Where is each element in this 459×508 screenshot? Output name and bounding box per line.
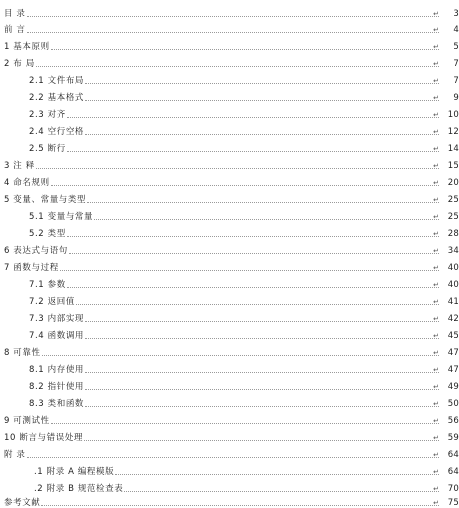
- toc-entry-section-5-2[interactable]: [0, 223, 459, 239]
- toc-entry-page: 50: [447, 399, 459, 409]
- toc-entry-title: 5.1 变量与常量: [29, 212, 94, 222]
- toc-entry-title: 2 布 局: [4, 59, 35, 69]
- toc-entry-section-7-2[interactable]: [0, 291, 459, 307]
- toc-entry-page: 41: [447, 297, 459, 307]
- toc-entry-page: 75: [447, 498, 459, 508]
- table-of-contents: [0, 3, 459, 508]
- dot-leader: [27, 16, 439, 17]
- toc-entry-chapter-4[interactable]: [0, 172, 459, 188]
- dot-leader: [85, 338, 439, 339]
- toc-entry-page: 9: [453, 93, 459, 103]
- toc-entry-section-2-1[interactable]: [0, 70, 459, 86]
- paragraph-mark-icon: ↵: [433, 298, 439, 306]
- dot-leader: [85, 406, 439, 407]
- toc-entry-title: 10 断言与错误处理: [4, 433, 84, 443]
- dot-leader: [85, 83, 439, 84]
- toc-entry-section-2-5[interactable]: [0, 138, 459, 154]
- paragraph-mark-icon: ↵: [433, 366, 439, 374]
- toc-entry-title: 8.3 类和函数: [29, 399, 85, 409]
- toc-entry-section-8-3[interactable]: [0, 393, 459, 409]
- toc-entry-chapter-6[interactable]: [0, 240, 459, 256]
- toc-entry-title: 7.2 返回值: [29, 297, 75, 307]
- toc-entry-page: 42: [447, 314, 459, 324]
- dot-leader: [94, 219, 439, 220]
- toc-entry-page: 4: [453, 25, 459, 35]
- toc-entry-title: .2 附录 B 规范检查表: [34, 484, 124, 494]
- dot-leader: [36, 66, 439, 67]
- paragraph-mark-icon: ↵: [433, 162, 439, 170]
- toc-entry-section-5-1[interactable]: [0, 206, 459, 222]
- paragraph-mark-icon: ↵: [433, 145, 439, 153]
- toc-entry-section-2-3[interactable]: [0, 104, 459, 120]
- dot-leader: [76, 304, 439, 305]
- paragraph-mark-icon: ↵: [433, 332, 439, 340]
- dot-leader: [51, 423, 439, 424]
- toc-entry-chapter-2[interactable]: [0, 53, 459, 69]
- toc-entry-title: 2.4 空行空格: [29, 127, 85, 137]
- toc-entry-section-8-2[interactable]: [0, 376, 459, 392]
- dot-leader: [67, 236, 439, 237]
- toc-entry-appendix[interactable]: [0, 444, 459, 460]
- dot-leader: [51, 185, 439, 186]
- toc-entry-section-7-3[interactable]: [0, 308, 459, 324]
- paragraph-mark-icon: ↵: [433, 434, 439, 442]
- toc-entry-chapter-1[interactable]: [0, 36, 459, 52]
- toc-entry-title: 前 言: [4, 25, 26, 35]
- toc-entry-title: 6 表达式与语句: [4, 246, 68, 256]
- toc-entry-title: 3 注 释: [4, 161, 35, 171]
- paragraph-mark-icon: ↵: [433, 230, 439, 238]
- toc-entry-title: 8 可靠性: [4, 348, 41, 358]
- dot-leader: [85, 389, 439, 390]
- paragraph-mark-icon: ↵: [433, 196, 439, 204]
- toc-entry-page: 45: [447, 331, 459, 341]
- paragraph-mark-icon: ↵: [433, 77, 439, 85]
- toc-entry-page: 5: [453, 42, 459, 52]
- toc-entry-page: 34: [447, 246, 459, 256]
- toc-entry-page: 12: [447, 127, 459, 137]
- toc-entry-page: 59: [447, 433, 459, 443]
- toc-entry-chapter-10[interactable]: [0, 427, 459, 443]
- toc-entry-chapter-3[interactable]: [0, 155, 459, 171]
- toc-entry-page: 25: [447, 195, 459, 205]
- toc-entry-chapter-9[interactable]: [0, 410, 459, 426]
- dot-leader: [85, 321, 439, 322]
- toc-entry-page: 28: [447, 229, 459, 239]
- paragraph-mark-icon: ↵: [433, 213, 439, 221]
- toc-entry-title: 8.1 内存使用: [29, 365, 85, 375]
- dot-leader: [51, 49, 439, 50]
- toc-entry-section-8-1[interactable]: [0, 359, 459, 375]
- paragraph-mark-icon: ↵: [433, 349, 439, 357]
- paragraph-mark-icon: ↵: [433, 247, 439, 255]
- dot-leader: [27, 457, 439, 458]
- toc-entry-title: 7.1 参数: [29, 280, 66, 290]
- dot-leader: [85, 372, 439, 373]
- toc-entry-page: 3: [453, 9, 459, 19]
- toc-entry-page: 10: [447, 110, 459, 120]
- toc-entry-section-7-4[interactable]: [0, 325, 459, 341]
- toc-entry-page: 7: [453, 59, 459, 69]
- paragraph-mark-icon: ↵: [433, 179, 439, 187]
- dot-leader: [42, 355, 439, 356]
- dot-leader: [67, 117, 439, 118]
- toc-entry-title: 附 录: [4, 450, 26, 460]
- paragraph-mark-icon: ↵: [433, 485, 439, 493]
- paragraph-mark-icon: ↵: [433, 499, 439, 507]
- toc-entry-page: 25: [447, 212, 459, 222]
- toc-entry-chapter-8[interactable]: [0, 342, 459, 358]
- paragraph-mark-icon: ↵: [433, 451, 439, 459]
- toc-entry-page: 20: [447, 178, 459, 188]
- dot-leader: [69, 253, 439, 254]
- toc-entry-title: 目 录: [4, 9, 26, 19]
- toc-entry-title: 8.2 指针使用: [29, 382, 85, 392]
- paragraph-mark-icon: ↵: [433, 400, 439, 408]
- toc-entry-section-7-1[interactable]: [0, 274, 459, 290]
- toc-entry-contents[interactable]: [0, 3, 459, 19]
- toc-entry-title: 2.2 基本格式: [29, 93, 85, 103]
- toc-entry-section-2-2[interactable]: [0, 87, 459, 103]
- dot-leader: [85, 100, 439, 101]
- paragraph-mark-icon: ↵: [433, 128, 439, 136]
- dot-leader: [87, 202, 439, 203]
- toc-entry-chapter-7[interactable]: [0, 257, 459, 273]
- dot-leader: [85, 134, 439, 135]
- toc-entry-title: .1 附录 A 编程模版: [34, 467, 115, 477]
- toc-entry-title: 5.2 类型: [29, 229, 66, 239]
- paragraph-mark-icon: ↵: [433, 315, 439, 323]
- dot-leader: [36, 168, 439, 169]
- toc-entry-page: 64: [447, 467, 459, 477]
- toc-entry-title: 5 变量、常量与类型: [4, 195, 87, 205]
- toc-entry-page: 47: [447, 348, 459, 358]
- toc-entry-title: 7.4 函数调用: [29, 331, 85, 341]
- toc-entry-page: 49: [447, 382, 459, 392]
- paragraph-mark-icon: ↵: [433, 264, 439, 272]
- toc-entry-title: 参考文献: [4, 498, 41, 508]
- toc-entry-appendix-a[interactable]: [0, 461, 459, 477]
- toc-entry-page: 15: [447, 161, 459, 171]
- dot-leader: [41, 505, 439, 506]
- toc-entry-page: 47: [447, 365, 459, 375]
- toc-entry-title: 7.3 内部实现: [29, 314, 85, 324]
- paragraph-mark-icon: ↵: [433, 417, 439, 425]
- toc-entry-title: 2.3 对齐: [29, 110, 66, 120]
- paragraph-mark-icon: ↵: [433, 383, 439, 391]
- toc-entry-title: 9 可测试性: [4, 416, 50, 426]
- dot-leader: [60, 270, 439, 271]
- paragraph-mark-icon: ↵: [433, 111, 439, 119]
- paragraph-mark-icon: ↵: [433, 26, 439, 34]
- dot-leader: [84, 440, 439, 441]
- toc-entry-section-2-4[interactable]: [0, 121, 459, 137]
- paragraph-mark-icon: ↵: [433, 281, 439, 289]
- toc-entry-page: 40: [447, 280, 459, 290]
- toc-entry-references[interactable]: [0, 492, 459, 508]
- toc-entry-page: 14: [447, 144, 459, 154]
- toc-entry-title: 7 函数与过程: [4, 263, 59, 273]
- dot-leader: [27, 32, 439, 33]
- toc-entry-page: 56: [447, 416, 459, 426]
- paragraph-mark-icon: ↵: [433, 43, 439, 51]
- toc-entry-page: 70: [447, 484, 459, 494]
- dot-leader: [115, 474, 439, 475]
- dot-leader: [67, 287, 439, 288]
- toc-entry-page: 40: [447, 263, 459, 273]
- toc-entry-page: 64: [447, 450, 459, 460]
- toc-entry-title: 2.1 文件布局: [29, 76, 85, 86]
- toc-entry-chapter-5[interactable]: [0, 189, 459, 205]
- toc-entry-title: 2.5 断行: [29, 144, 66, 154]
- toc-entry-title: 1 基本原则: [4, 42, 50, 52]
- toc-entry-title: 4 命名规则: [4, 178, 50, 188]
- dot-leader: [67, 151, 439, 152]
- toc-entry-page: 7: [453, 76, 459, 86]
- paragraph-mark-icon: ↵: [433, 468, 439, 476]
- paragraph-mark-icon: ↵: [433, 94, 439, 102]
- paragraph-mark-icon: ↵: [433, 10, 439, 18]
- toc-entry-preface[interactable]: [0, 19, 459, 35]
- paragraph-mark-icon: ↵: [433, 60, 439, 68]
